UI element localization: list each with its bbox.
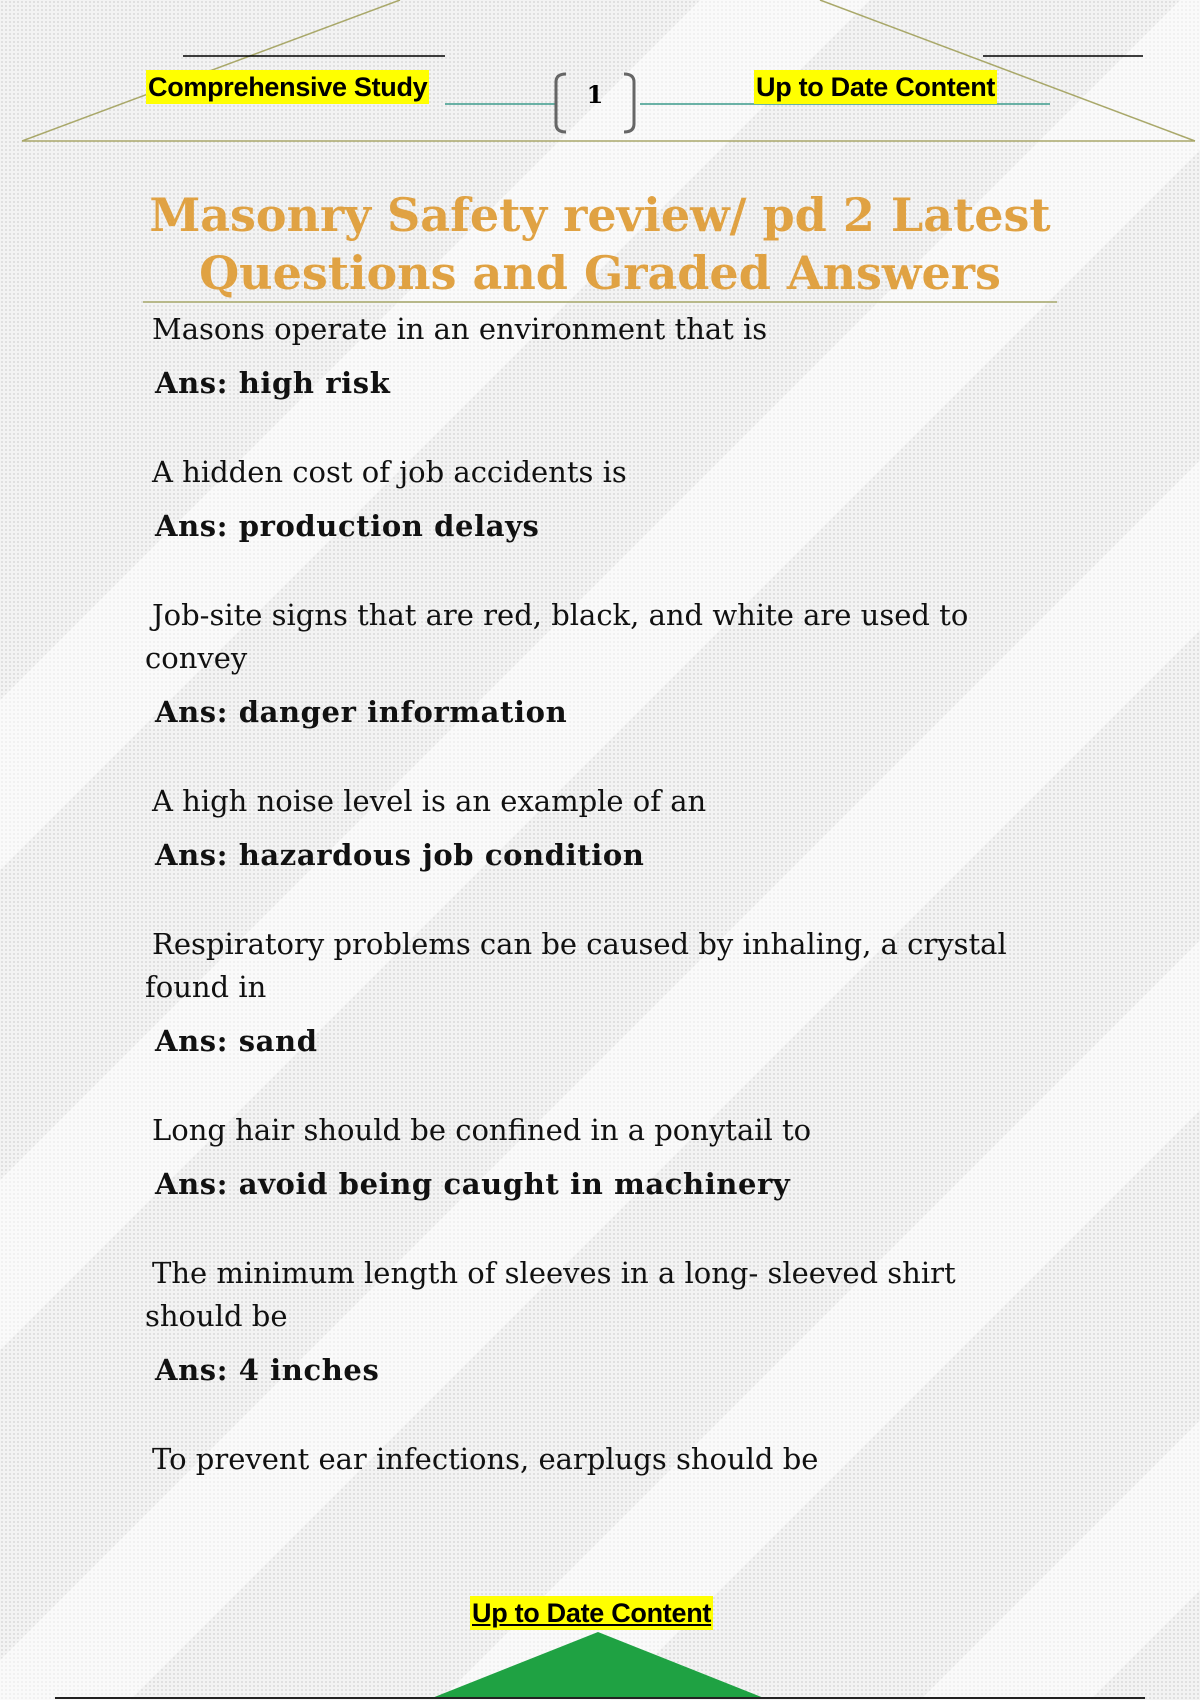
question-text: Long hair should be confined in a ponytail to [152, 1113, 812, 1147]
qa-item [145, 451, 1045, 546]
answer-text: Ans: hazardous job condition [155, 838, 645, 872]
question-text: A hidden cost of job accidents is [152, 455, 627, 489]
answer-text: Ans: production delays [155, 509, 540, 543]
qa-item [145, 1252, 1045, 1390]
answer-text: Ans: avoid being caught in machinery [155, 1167, 791, 1201]
document-title: Masonry Safety review/ pd 2 Latest Questions and Graded Answers [149, 188, 1051, 300]
header-left-label: Comprehensive Study [148, 72, 428, 102]
question-text: The minimum length of sleeves in a long- sleeved shirt should be [145, 1256, 965, 1333]
question-text: Job-site signs that are red, black, and white are used to convey [145, 598, 978, 675]
qa-item [145, 1438, 1045, 1481]
footer-label: Up to Date Content [472, 1598, 712, 1628]
question-text: To prevent ear infections, earplugs should be [152, 1442, 819, 1476]
answer-text: Ans: danger information [155, 695, 568, 729]
question-text: A high noise level is an example of an [152, 784, 707, 818]
question-text: Masons operate in an environment that is [152, 312, 768, 346]
question-text: Respiratory problems can be caused by inhaling, a crystal found in [145, 927, 1016, 1004]
qa-item [145, 594, 1045, 732]
title-underline [143, 301, 1057, 303]
qa-item [145, 780, 1045, 875]
qa-item [145, 923, 1045, 1061]
answer-text: Ans: sand [155, 1024, 318, 1058]
qa-item [145, 308, 1045, 403]
page-number: 1 [586, 80, 604, 109]
answer-text: Ans: 4 inches [155, 1353, 380, 1387]
footer-decoration [0, 1620, 1200, 1700]
qa-item [145, 1109, 1045, 1204]
qa-list [145, 308, 1045, 1529]
header-right-label: Up to Date Content [756, 72, 996, 102]
answer-text: Ans: high risk [155, 366, 391, 400]
